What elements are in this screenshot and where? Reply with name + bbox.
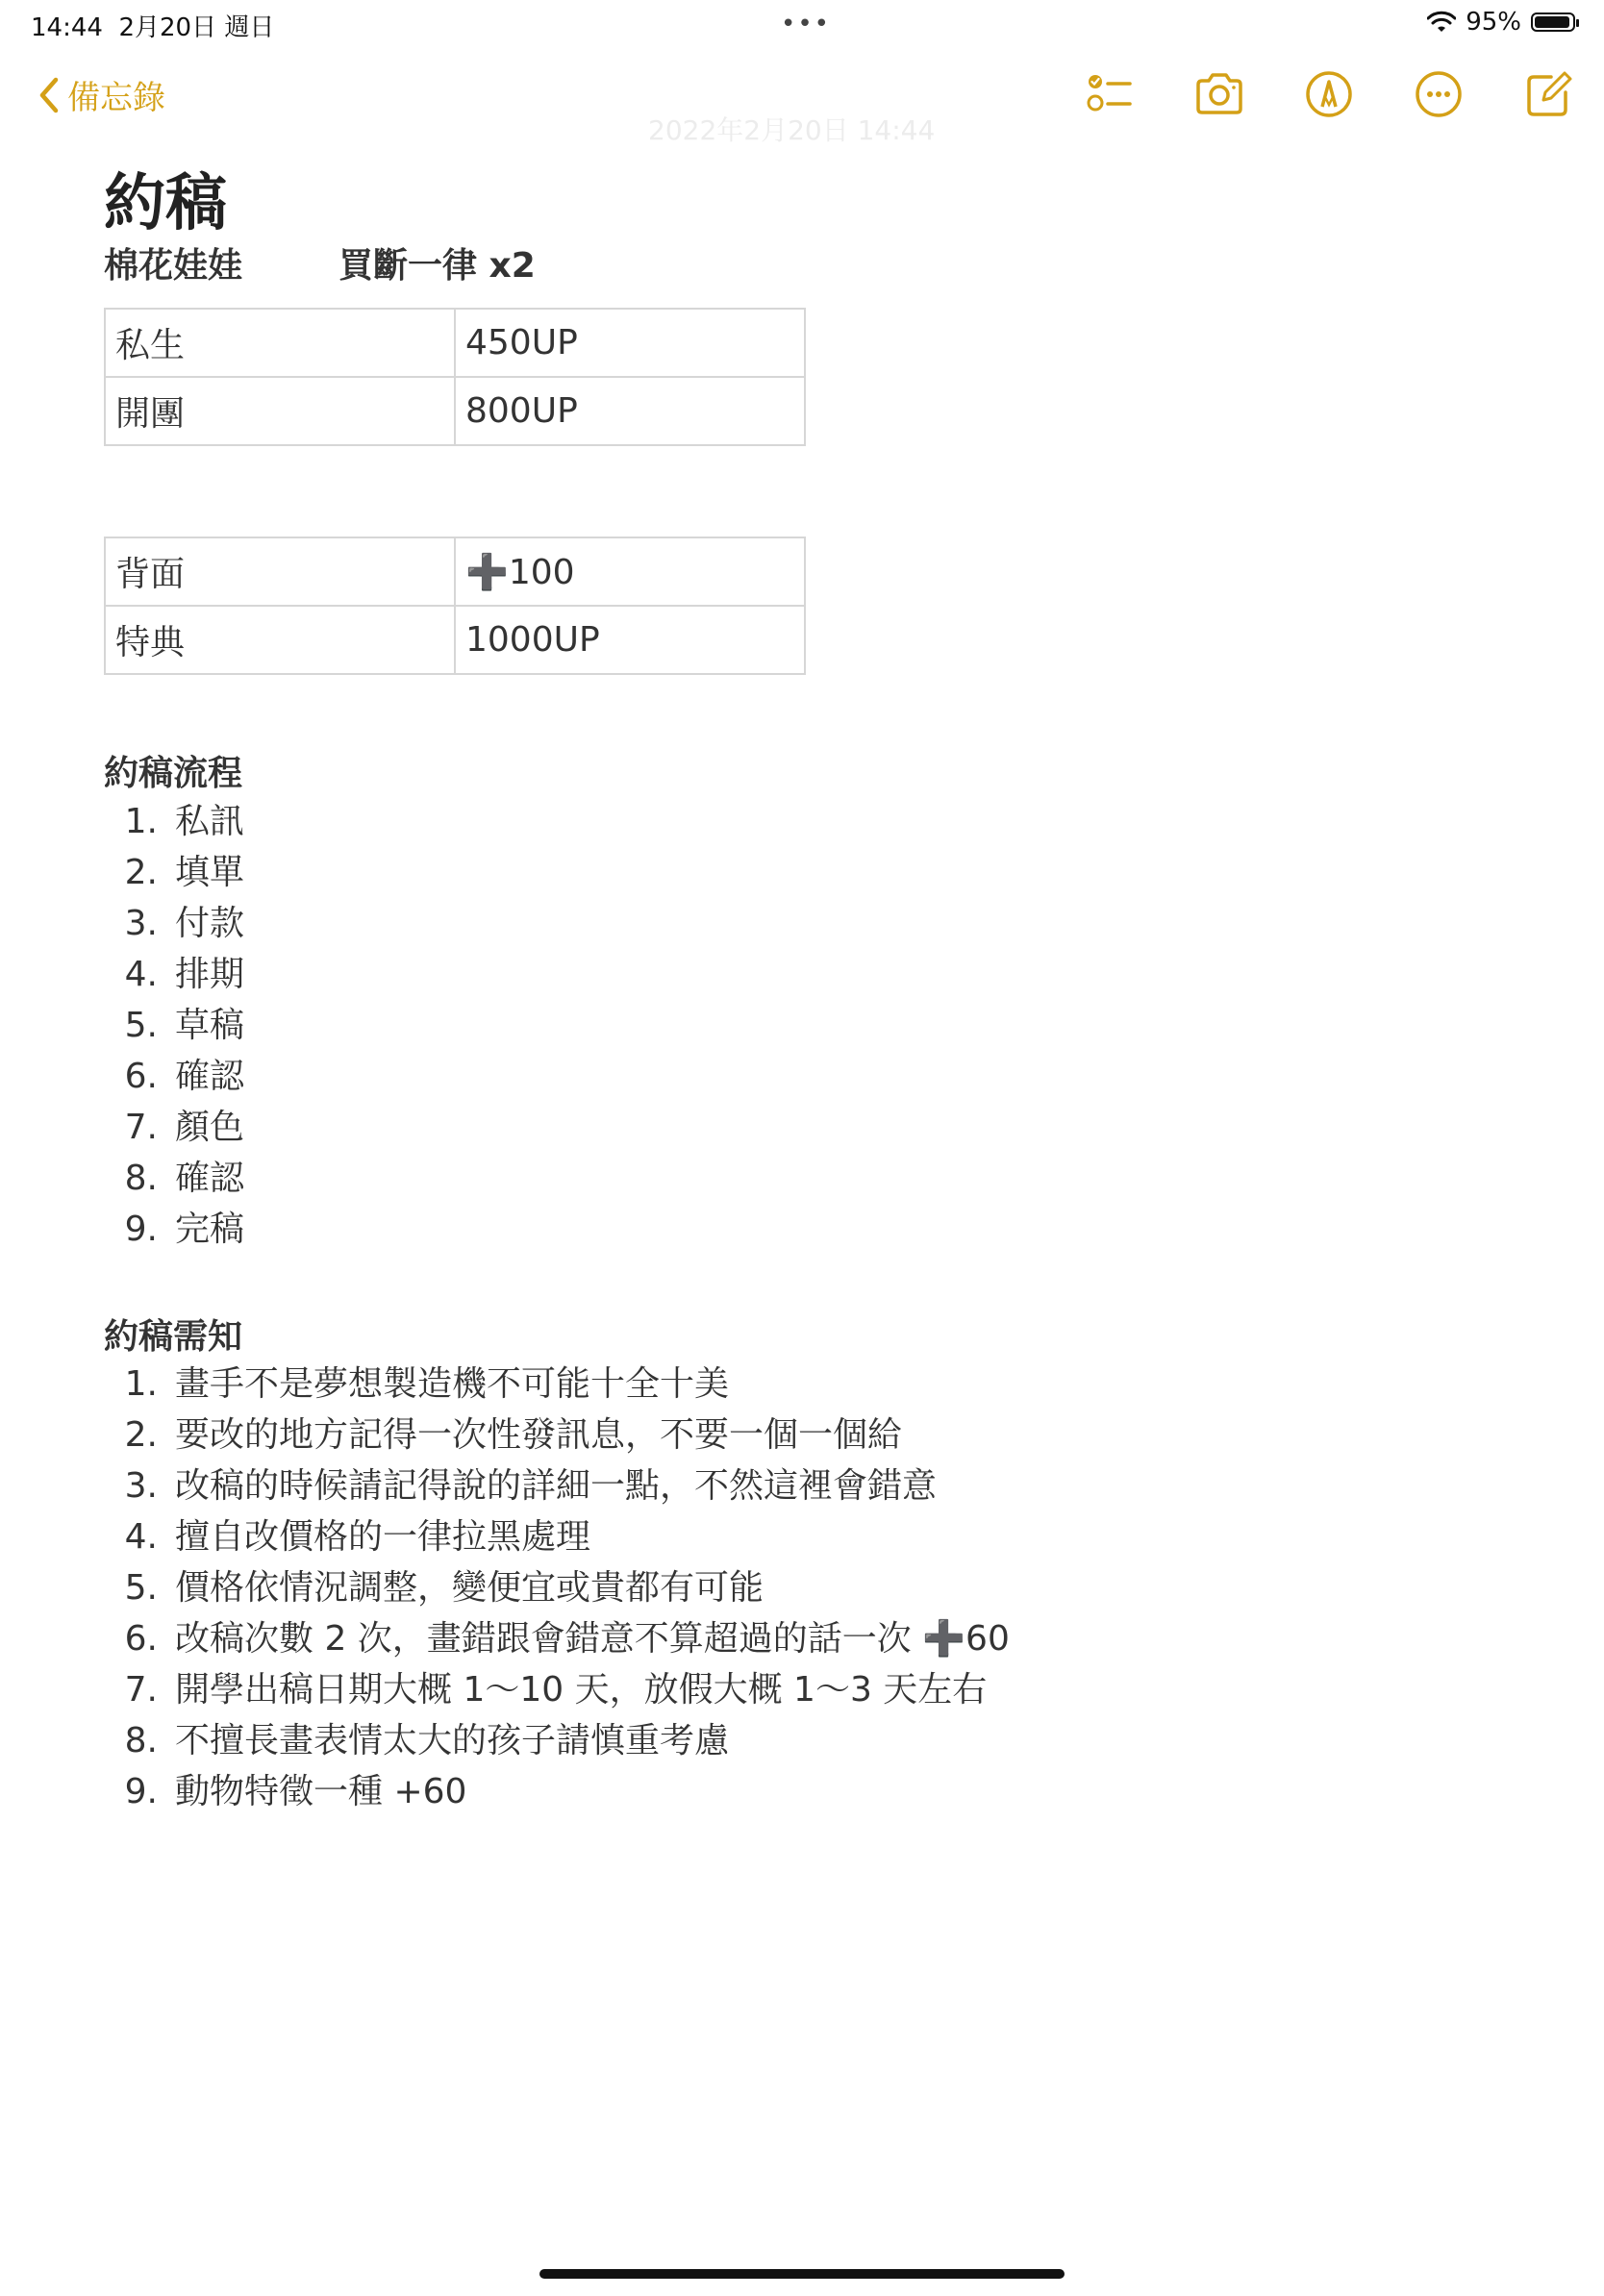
markup-icon — [1303, 68, 1355, 120]
note-title[interactable]: 約稿 — [104, 168, 227, 239]
list-item: 3. 改稿的時候請記得說的詳細一點，不然這裡會錯意 — [124, 1466, 938, 1506]
table-row — [105, 606, 805, 674]
table-row — [105, 377, 805, 445]
battery-percent: 95% — [1466, 8, 1521, 37]
table-cell[interactable]: ➕100 — [455, 537, 805, 606]
camera-icon — [1193, 68, 1245, 120]
list-item: 1. 畫手不是夢想製造機不可能十全十美 — [124, 1364, 730, 1404]
list-item: 5. 價格依情況調整，變便宜或貴都有可能 — [124, 1568, 764, 1608]
subtitle-right: 買斷一律 x2 — [338, 246, 536, 286]
multitasking-dots[interactable]: ••• — [781, 10, 832, 38]
compose-icon — [1522, 68, 1574, 120]
rules-heading[interactable]: 約稿需知 — [104, 1317, 243, 1357]
subtitle-left: 棉花娃娃 — [104, 246, 243, 286]
back-button[interactable] — [37, 71, 165, 118]
list-item: 3. 付款 — [124, 904, 245, 943]
compose-button[interactable] — [1521, 67, 1575, 121]
table-cell[interactable]: 私生 — [105, 309, 455, 377]
list-item: 2. 要改的地方記得一次性發訊息，不要一個一個給 — [124, 1415, 903, 1455]
table-cell[interactable]: 450UP — [455, 309, 805, 377]
list-item: 7. 顏色 — [124, 1108, 245, 1147]
more-icon — [1413, 68, 1465, 120]
list-item: 4. 排期 — [124, 955, 245, 994]
list-item: 6. 改稿次數 2 次，畫錯跟會錯意不算超過的話一次 ➕60 — [124, 1619, 1010, 1659]
table-cell[interactable]: 1000UP — [455, 606, 805, 674]
list-item: 9. 動物特徵一種 +60 — [124, 1772, 467, 1811]
table-row — [105, 537, 805, 606]
home-indicator[interactable] — [539, 2269, 1065, 2279]
table-cell[interactable]: 開團 — [105, 377, 455, 445]
chevron-left-icon — [37, 76, 60, 114]
process-heading[interactable]: 約稿流程 — [104, 754, 243, 793]
checklist-button[interactable] — [1083, 67, 1137, 121]
more-button[interactable] — [1412, 67, 1466, 121]
list-item: 7. 開學出稿日期大概 1～10 天，放假大概 1～3 天左右 — [124, 1670, 988, 1710]
rules-list[interactable] — [104, 1359, 1010, 1817]
table-cell[interactable]: 特典 — [105, 606, 455, 674]
note-subtitle[interactable] — [104, 238, 536, 287]
list-item: 1. 私訊 — [124, 802, 245, 841]
list-item: 8. 確認 — [124, 1159, 245, 1198]
list-item: 9. 完稿 — [124, 1210, 245, 1249]
list-item: 8. 不擅長畫表情太大的孩子請慎重考慮 — [124, 1721, 730, 1760]
battery-fill — [1535, 16, 1569, 28]
status-bar-right — [1427, 8, 1575, 37]
list-item: 6. 確認 — [124, 1057, 245, 1096]
back-label: 備忘錄 — [67, 79, 165, 117]
price-table-1[interactable] — [104, 308, 806, 446]
list-item: 4. 擅自改價格的一律拉黑處理 — [124, 1517, 591, 1557]
process-list[interactable] — [104, 796, 244, 1255]
toolbar — [1083, 67, 1575, 121]
table-row — [105, 309, 805, 377]
markup-button[interactable] — [1302, 67, 1356, 121]
price-table-2[interactable] — [104, 537, 806, 675]
list-item: 2. 填單 — [124, 853, 245, 892]
table-cell[interactable]: 800UP — [455, 377, 805, 445]
status-bar-time: 14:44 2月20日 週日 — [31, 13, 275, 42]
battery-icon — [1531, 12, 1575, 32]
wifi-icon — [1427, 11, 1456, 34]
checklist-icon — [1084, 68, 1136, 120]
list-item: 5. 草稿 — [124, 1006, 245, 1045]
camera-button[interactable] — [1192, 67, 1246, 121]
note-date-watermark: 2022年2月20日 14:44 — [648, 114, 936, 146]
table-cell[interactable]: 背面 — [105, 537, 455, 606]
